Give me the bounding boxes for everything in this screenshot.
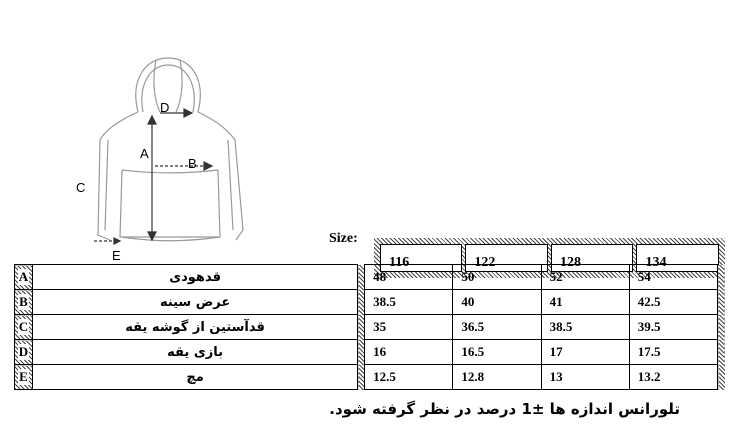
row-value: 38.5	[541, 315, 629, 340]
row-spacer	[358, 290, 365, 315]
row-value: 13.2	[629, 365, 717, 390]
table-row	[15, 290, 725, 315]
hoodie-diagram	[60, 40, 270, 265]
table-row	[15, 265, 725, 290]
row-key-text: C	[18, 319, 29, 334]
row-value: 36.5	[453, 315, 541, 340]
row-key	[15, 265, 33, 290]
label-c: C	[76, 180, 86, 195]
row-value: 12.5	[365, 365, 453, 390]
size-122: 122	[465, 244, 548, 272]
row-key	[15, 365, 33, 390]
row-value: 12.8	[453, 365, 541, 390]
row-value: 39.5	[629, 315, 717, 340]
measurement-table	[14, 264, 725, 390]
row-end	[718, 290, 725, 315]
row-key	[15, 340, 33, 365]
row-value: 17.5	[629, 340, 717, 365]
row-end	[718, 365, 725, 390]
size-116: 116	[380, 244, 462, 272]
row-value: 42.5	[629, 290, 717, 315]
tolerance-note: تلورانس اندازه ها ±1 درصد در نظر گرفته شود.	[329, 400, 680, 418]
row-value: 13	[541, 365, 629, 390]
row-end	[718, 265, 725, 290]
row-value: 48	[365, 265, 453, 290]
row-label: قدهودی	[32, 265, 357, 290]
label-a: A	[140, 146, 149, 161]
row-label: مچ	[32, 365, 357, 390]
row-end	[718, 340, 725, 365]
row-spacer	[358, 340, 365, 365]
row-key	[15, 315, 33, 340]
size-label: Size:	[329, 231, 358, 246]
row-label: بازی یقه	[32, 340, 357, 365]
row-key-text: A	[18, 269, 29, 284]
row-key-text: E	[19, 369, 28, 384]
size-128: 128	[551, 244, 634, 272]
row-value: 38.5	[365, 290, 453, 315]
row-value: 40	[453, 290, 541, 315]
row-value: 50	[453, 265, 541, 290]
row-key-text: D	[18, 344, 29, 359]
size-134: 134	[636, 244, 719, 272]
label-d: D	[160, 100, 170, 115]
row-key	[15, 290, 33, 315]
row-value: 54	[629, 265, 717, 290]
hoodie-sketch	[60, 40, 270, 265]
row-value: 16.5	[453, 340, 541, 365]
label-e: E	[112, 248, 121, 263]
row-value: 41	[541, 290, 629, 315]
row-key-text: B	[19, 294, 28, 309]
row-value: 52	[541, 265, 629, 290]
row-spacer	[358, 315, 365, 340]
row-label: قدآستین از گوشه یقه	[32, 315, 357, 340]
row-value: 35	[365, 315, 453, 340]
row-value: 17	[541, 340, 629, 365]
table-row	[15, 340, 725, 365]
row-label: عرض سینه	[32, 290, 357, 315]
table-row	[15, 315, 725, 340]
measurement-rows	[15, 265, 725, 390]
label-b: B	[188, 156, 197, 171]
row-spacer	[358, 365, 365, 390]
row-value: 16	[365, 340, 453, 365]
row-spacer	[358, 265, 365, 290]
table-row	[15, 365, 725, 390]
row-end	[718, 315, 725, 340]
